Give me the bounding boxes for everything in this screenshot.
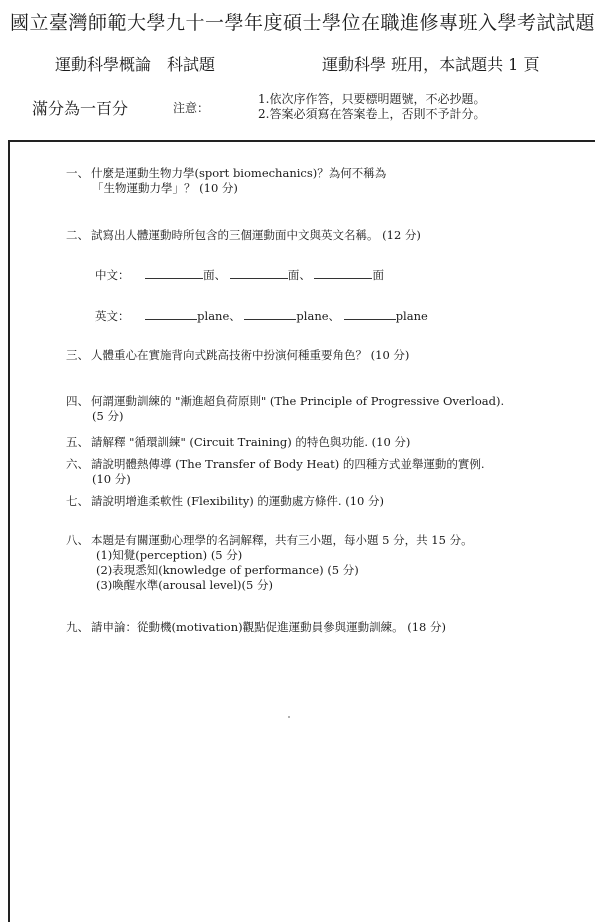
answer-blank: [145, 267, 203, 279]
question-text: 請說明增進柔軟性 (Flexibility) 的運動處方條件. (10 分): [91, 494, 384, 508]
english-label: 英文：: [95, 309, 130, 323]
exam-program: 運動科學 班用，本試題共 1 頁: [322, 55, 540, 74]
question-text: 本題是有關運動心理學的名詞解釋，共有三小題，每小題 5 分，共 15 分。: [91, 533, 473, 547]
blank-suffix: plane: [395, 309, 428, 323]
question-2: [66, 228, 421, 243]
question-number: 一、: [66, 166, 89, 180]
notice-item: 2.答案必須寫在答案卷上，否則不予計分。: [258, 107, 486, 121]
question-text: 何謂運動訓練的 "漸進超負荷原則" (The Principle of Progressive Overload).: [91, 394, 505, 408]
chinese-label: 中文：: [95, 268, 130, 282]
question-5: [66, 435, 410, 450]
question-6: [66, 457, 485, 487]
question-1: [66, 166, 386, 196]
sub-question: (3)喚醒水準(arousal level)(5 分): [96, 578, 273, 592]
separator: 、: [299, 268, 311, 282]
exam-subject: 運動科學概論 科試題: [55, 55, 216, 74]
answer-frame: [8, 140, 595, 922]
answer-blank: [230, 267, 288, 279]
question-text: 人體重心在實施背向式跳高技術中扮演何種重要角色？ (10 分): [91, 348, 410, 362]
blank-suffix: plane: [296, 309, 329, 323]
chinese-blanks: [95, 267, 384, 283]
question-number: 六、: [66, 457, 89, 471]
question-text: 試寫出人體運動時所包含的三個運動面中文與英文名稱。 (12 分): [91, 228, 421, 242]
notice-list: [258, 92, 485, 122]
separator: 、: [328, 309, 341, 323]
question-text-cont: (10 分): [92, 472, 131, 486]
question-number: 五、: [66, 435, 89, 449]
question-text: 什麼是運動生物力學(sport biomechanics)？為何不稱為: [91, 166, 387, 180]
answer-blank: [244, 308, 296, 320]
answer-blank: [145, 308, 197, 320]
question-9: [66, 620, 446, 635]
notice-item: 1.依次序作答，只要標明題號，不必抄題。: [258, 92, 486, 106]
question-number: 四、: [66, 394, 89, 408]
question-4: [66, 394, 504, 424]
blank-suffix: plane: [197, 309, 230, 323]
full-marks: 滿分為一百分: [32, 99, 129, 118]
question-number: 二、: [66, 228, 89, 242]
english-blanks: [95, 308, 428, 324]
answer-blank: [344, 308, 396, 320]
separator: 、: [229, 309, 241, 323]
sub-question: (1)知覺(perception) (5 分): [96, 548, 243, 562]
question-number: 九、: [66, 620, 89, 634]
question-text-cont: 「生物運動力學」？ (10 分): [92, 181, 238, 195]
blank-suffix: 面: [372, 268, 384, 282]
separator: 、: [214, 268, 227, 282]
answer-blank: [314, 267, 372, 279]
question-8: [66, 533, 473, 593]
question-text-cont: (5 分): [92, 409, 124, 423]
question-number: 三、: [66, 348, 89, 362]
question-text: 請申論：從動機(motivation)觀點促進運動員參與運動訓練。 (18 分): [91, 620, 446, 634]
notice-label: 注意：: [173, 101, 210, 115]
scan-speck: [288, 716, 290, 718]
exam-title: 國立臺灣師範大學九十一學年度碩士學位在職進修專班入學考試試題: [10, 12, 595, 34]
question-number: 八、: [66, 533, 89, 547]
question-7: [66, 494, 384, 509]
question-number: 七、: [66, 494, 89, 508]
blank-suffix: 面: [287, 268, 300, 282]
question-text: 請解釋 "循環訓練" (Circuit Training) 的特色與功能. (10 分): [91, 435, 411, 449]
question-text: 請說明體熱傳導 (The Transfer of Body Heat) 的四種方式並舉運動的實例.: [91, 457, 485, 471]
blank-suffix: 面: [203, 268, 215, 282]
sub-question: (2)表現悉知(knowledge of performance) (5 分): [96, 563, 359, 577]
question-3: [66, 348, 409, 363]
